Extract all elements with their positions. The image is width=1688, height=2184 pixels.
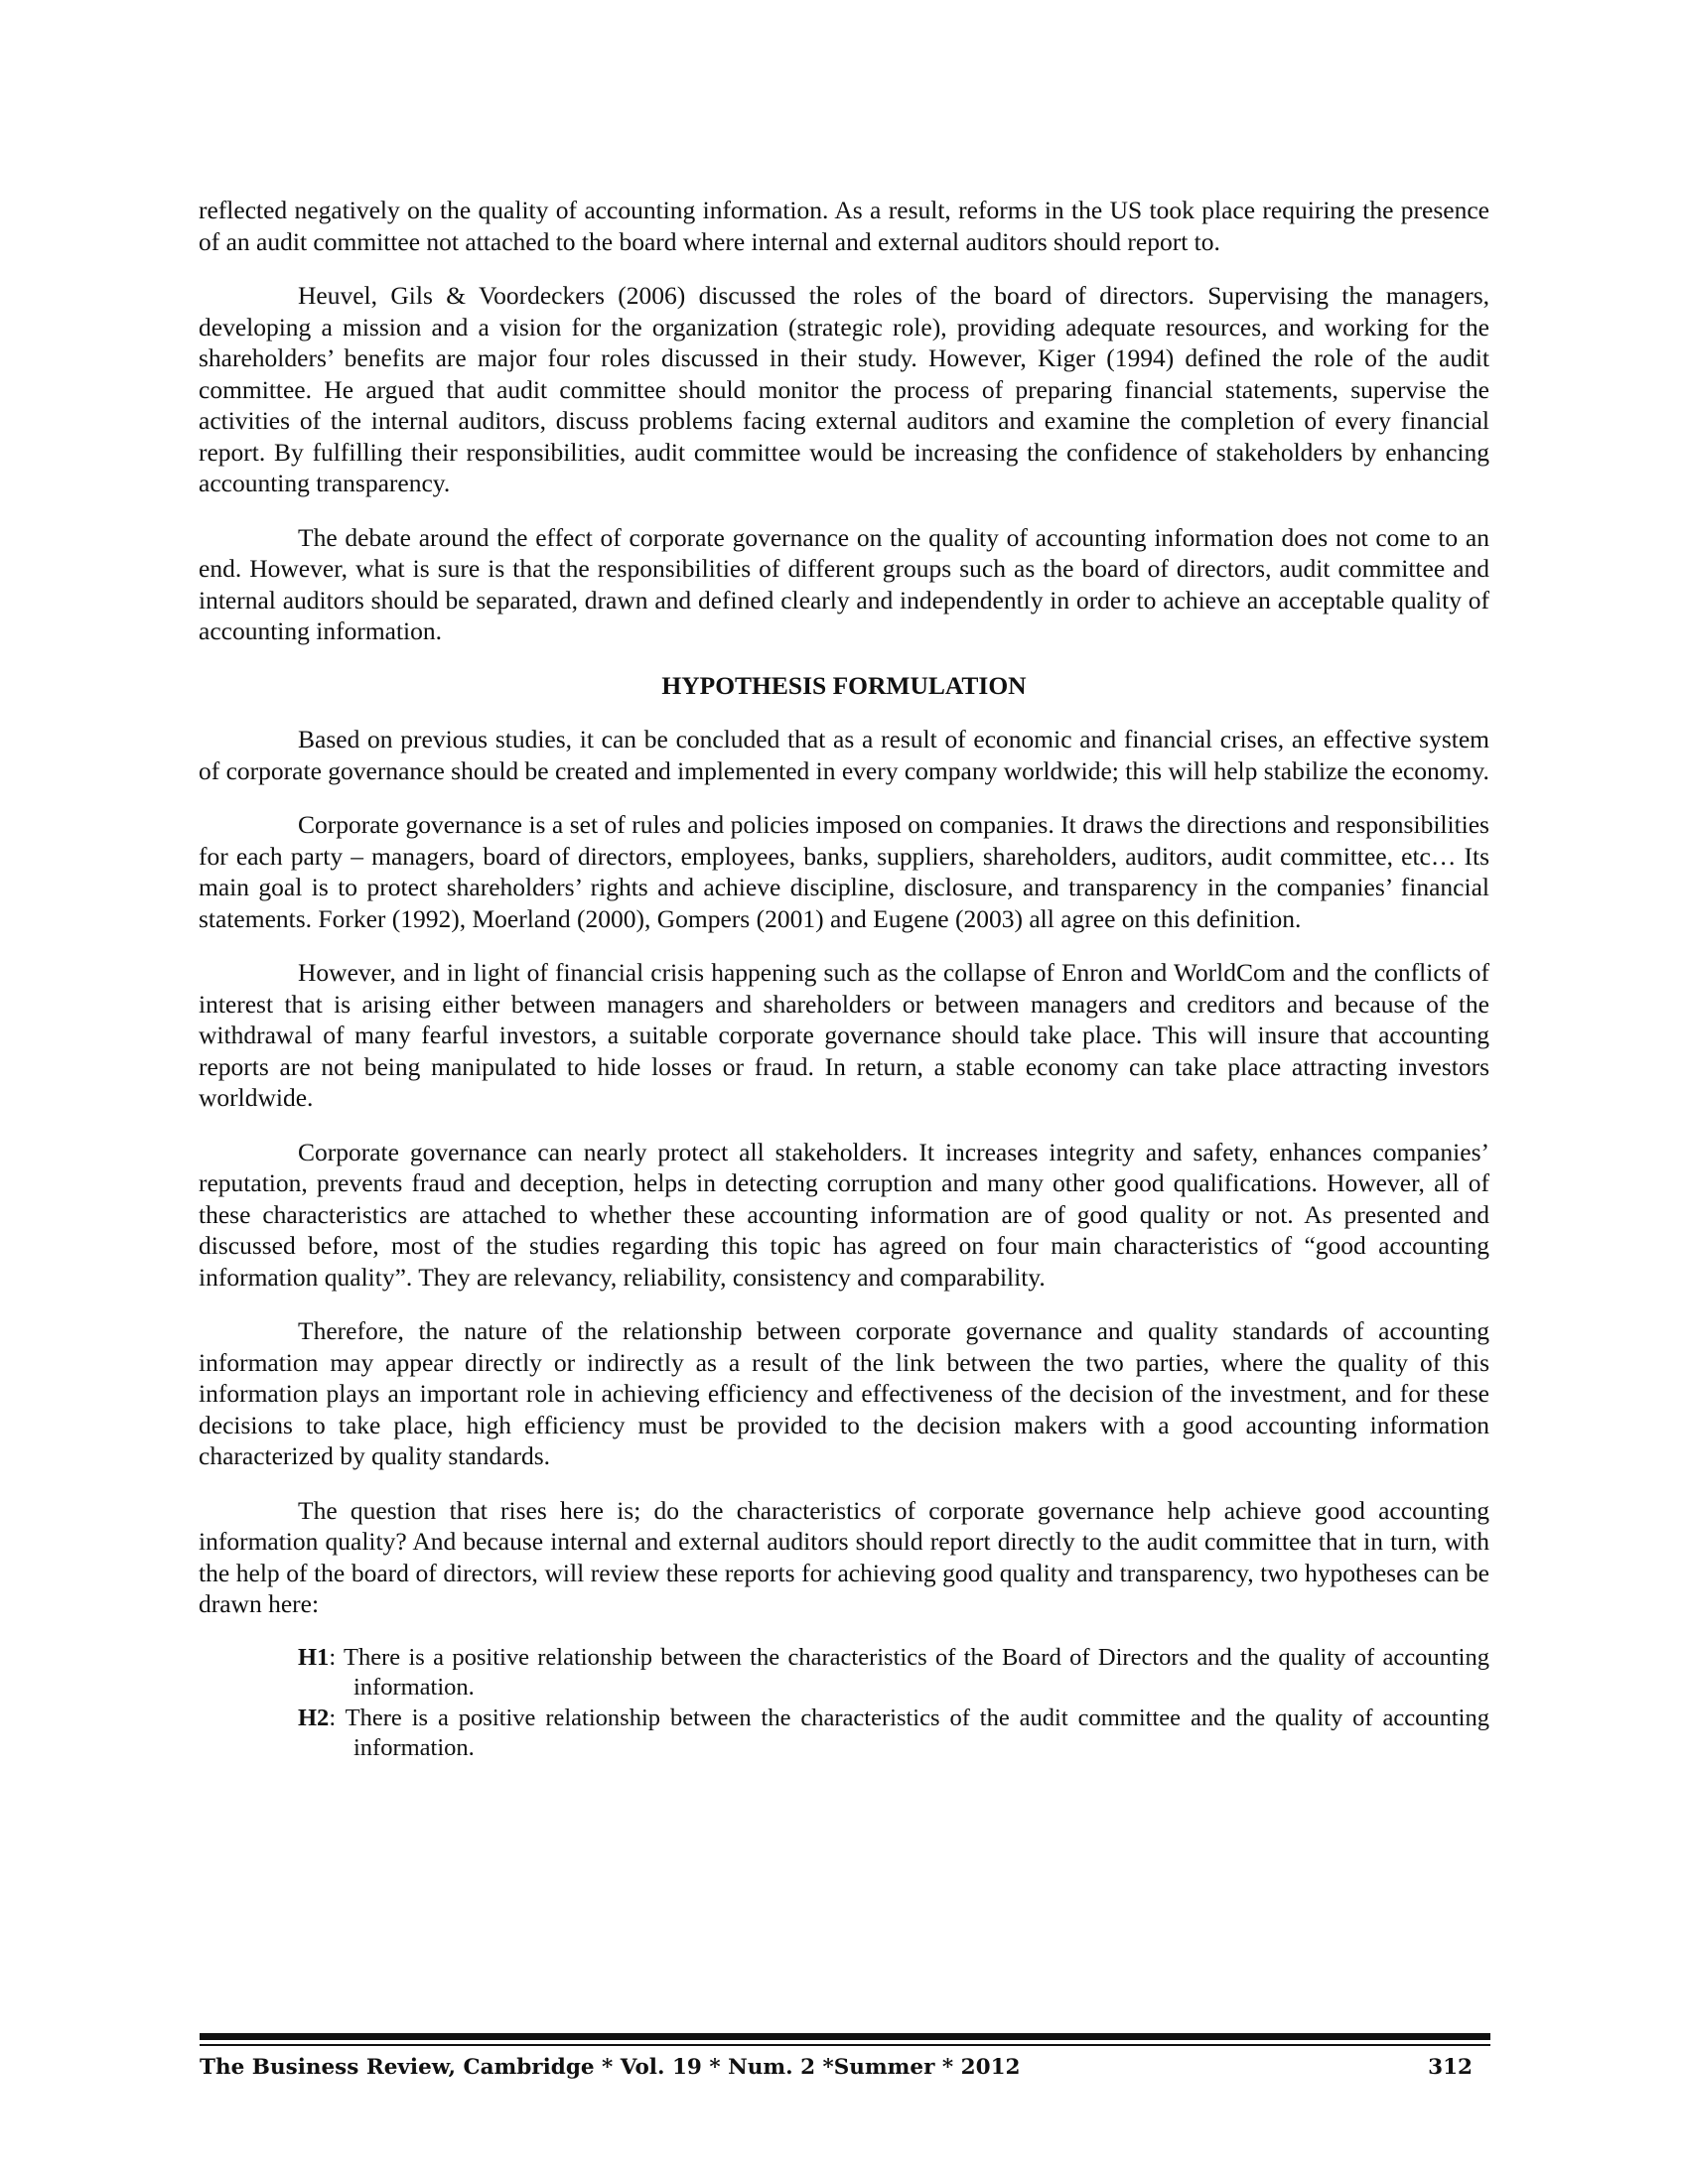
body-paragraph: Therefore, the nature of the relationship between corporate governance and quality standards of accounting information may appear directly or indirectly as a result of the link between the two parties, where the quality of this information plays an important role in achieving efficiency and effectiveness of the decision of the investment, and for these decisions to take place, high efficiency must be provided to the decision makers with a good accounting information characterized by quality standards. xyxy=(199,1316,1489,1470)
hypothesis-separator: : xyxy=(329,1643,345,1671)
hypothesis-label: H1 xyxy=(298,1643,330,1671)
page-body xyxy=(199,195,1489,1764)
body-paragraph: The debate around the effect of corporate governance on the quality of accounting information does not come to an end. However, what is sure is that the responsibilities of different groups such as the board of directors, audit committee and internal auditors should be separated, drawn and defined clearly and independently in order to achieve an acceptable quality of accounting information. xyxy=(199,522,1489,645)
hypothesis-h1 xyxy=(298,1643,1489,1704)
hypothesis-text: There is a positive relationship between the characteristics of the audit committee and the quality of accounting information. xyxy=(345,1704,1489,1761)
body-paragraph: Based on previous studies, it can be concluded that as a result of economic and financial crises, an effective system of corporate governance should be created and implemented in every company worldwide; this will help stabilize the economy. xyxy=(199,725,1489,785)
footer-rule-thin xyxy=(200,2044,1490,2046)
body-paragraph: Heuvel, Gils & Voordeckers (2006) discussed the roles of the board of directors. Supervising the managers, developing a mission and a vision for the organization (strategic role), providing adequate resources, and working for the shareholders’ benefits are major four roles discussed in their study. However, Kiger (1994) defined the role of the audit committee. He argued that audit committee should monitor the process of preparing financial statements, supervise the activities of the internal auditors, discuss problems facing external auditors and examine the completion of every financial report. By fulfilling their responsibilities, audit committee would be increasing the confidence of stakeholders by enhancing accounting transparency. xyxy=(199,281,1489,497)
footer-rule-thick xyxy=(200,2033,1490,2040)
body-paragraph: Corporate governance is a set of rules and policies imposed on companies. It draws the directions and responsibilities for each party – managers, board of directors, employees, banks, suppliers, shareholders, auditors, audit committee, etc… Its main goal is to protect shareholders’ rights and achieve discipline, disclosure, and transparency in the companies’ financial statements. Forker (1992), Moerland (2000), Gompers (2001) and Eugene (2003) all agree on this definition. xyxy=(199,810,1489,933)
journal-citation: The Business Review, Cambridge * Vol. 19 * Num. 2 *Summer * 2012 xyxy=(200,2055,1021,2080)
body-paragraph: The question that rises here is; do the characteristics of corporate governance help achieve good accounting information quality? And because internal and external auditors should report directly to the audit committee that in turn, with the help of the board of directors, will review these reports for achieving good quality and transparency, two hypotheses can be drawn here: xyxy=(199,1495,1489,1618)
body-paragraph: Corporate governance can nearly protect all stakeholders. It increases integrity and safety, enhances companies’ reputation, prevents fraud and deception, helps in detecting corruption and many other good qualifications. However, all of these characteristics are attached to whether these accounting information are of good quality or not. As presented and discussed before, most of the studies regarding this topic has agreed on four main characteristics of “good accounting information quality”. They are relevancy, reliability, consistency and comparability. xyxy=(199,1137,1489,1292)
body-paragraph: However, and in light of financial crisis happening such as the collapse of Enron and WorldCom and the conflicts of interest that is arising either between managers and shareholders or between managers and creditors and because of the withdrawal of many fearful investors, a suitable corporate governance should take place. This will insure that accounting reports are not being manipulated to hide losses or fraud. In return, a stable economy can take place attracting investors worldwide. xyxy=(199,958,1489,1112)
body-paragraph-continued: reflected negatively on the quality of accounting information. As a result, reforms in the US took place requiring the presence of an audit committee not attached to the board where internal and external auditors should report to. xyxy=(199,196,1489,256)
hypothesis-separator: : xyxy=(329,1704,346,1731)
hypothesis-text: There is a positive relationship between the characteristics of the Board of Directors and the quality of accounting information. xyxy=(344,1643,1489,1701)
page-number: 312 xyxy=(1428,2055,1473,2080)
page-footer xyxy=(200,2050,1490,2086)
hypothesis-label: H2 xyxy=(298,1704,330,1731)
hypothesis-h2 xyxy=(298,1704,1489,1764)
section-heading: HYPOTHESIS FORMULATION xyxy=(661,670,1027,700)
